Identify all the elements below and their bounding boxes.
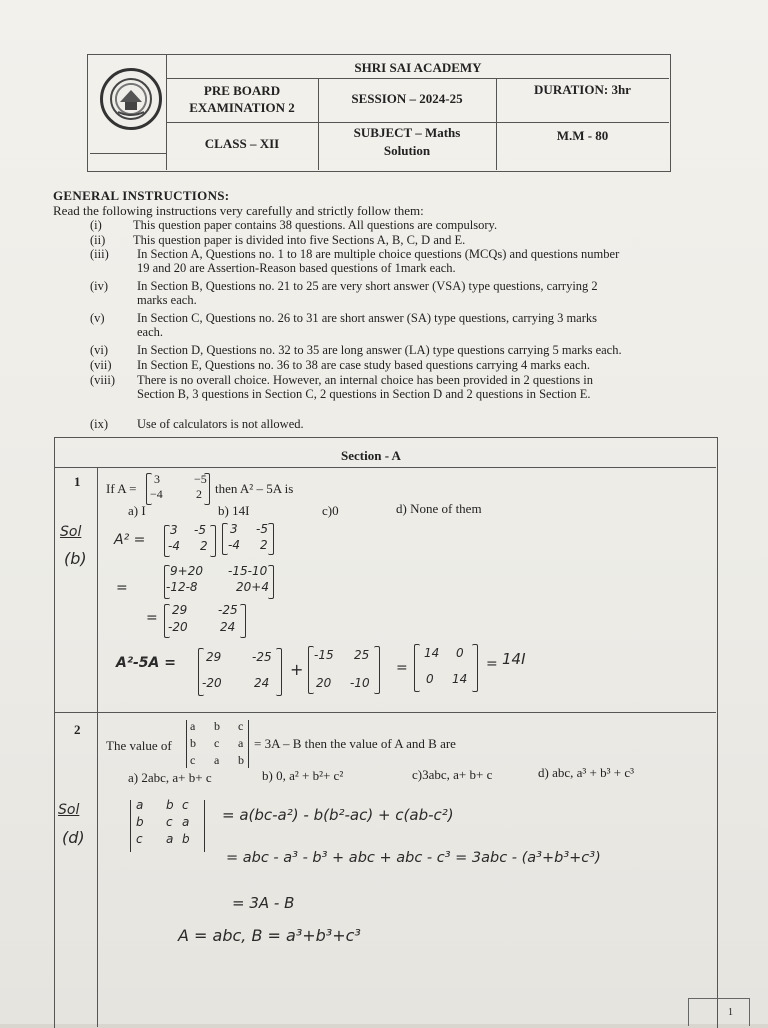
matrix-cell: -15: [314, 648, 334, 662]
matrix-cell: -4: [228, 538, 240, 552]
det-cell: a: [238, 736, 244, 750]
question-2-text-pre: The value of: [106, 738, 172, 753]
solution-choice: (d): [62, 828, 85, 847]
subject-line-1: SUBJECT – Maths: [353, 125, 461, 140]
option-d: d) abc, a³ + b³ + c³: [538, 765, 635, 780]
det-cell: c: [136, 832, 143, 846]
instruction-text: 19 and 20 are Assertion-Reason based questions of 1mark each.: [137, 261, 456, 275]
solution-line-2: = abc - a³ - b³ + abc + abc - c³ = 3abc - (a³+b³+c³): [226, 850, 601, 866]
matrix-cell: 24: [220, 620, 236, 634]
det-cell: b: [182, 832, 190, 846]
school-name: SHRI SAI ACADEMY: [354, 60, 482, 75]
page-number: 1: [688, 998, 750, 1026]
instruction-number: (viii): [90, 373, 115, 387]
matrix-cell: 2: [200, 539, 208, 553]
question-1-text-post: then A² – 5A is: [215, 481, 294, 496]
subject: [318, 124, 496, 160]
matrix-cell: -25: [252, 650, 272, 664]
matrix-cell: -4: [168, 539, 180, 553]
instruction-number: (vii): [90, 358, 112, 372]
option-b: b) 0, a² + b²+ c²: [262, 768, 344, 783]
subject-line-2: Solution: [383, 143, 431, 158]
instruction-text: In Section C, Questions no. 26 to 31 are short answer (SA) type questions, carrying 3 marks: [137, 311, 597, 325]
det-cell: a: [166, 832, 174, 846]
instruction-text: In Section B, Questions no. 21 to 25 are very short answer (VSA) type questions, carrying 2: [137, 279, 598, 293]
instruction-number: (iv): [90, 279, 109, 293]
solution-label: Sol: [60, 524, 82, 540]
question-2-text-post: = 3A – B then the value of A and B are: [254, 736, 456, 751]
solution-line-4: A = abc, B = a³+b³+c³: [178, 926, 361, 945]
question-number: 1: [74, 474, 81, 489]
solution-line-3: = 3A - B: [232, 894, 295, 912]
det-cell: b: [238, 753, 244, 767]
det-cell: a: [136, 798, 144, 812]
matrix-cell: 14: [424, 646, 440, 660]
option-a: a) 2abc, a+ b+ c: [128, 770, 212, 785]
det-cell: c: [238, 719, 244, 733]
instruction-text: Section B, 3 questions in Section C, 2 questions in Section D and 2 questions in Section E.: [137, 387, 591, 401]
exam-title: [166, 82, 318, 116]
duration: DURATION: 3hr: [534, 82, 631, 97]
instructions-title: GENERAL INSTRUCTIONS:: [53, 188, 230, 203]
det-cell: b: [166, 798, 174, 812]
instruction-text: marks each.: [137, 293, 197, 307]
section-a-table: [54, 437, 718, 1028]
exam-line-1: PRE BOARD: [203, 83, 281, 98]
instruction-text: In Section D, Questions no. 32 to 35 are long answer (LA) type questions carrying 5 marks each.: [137, 343, 622, 357]
instruction-number: (ix): [90, 417, 109, 431]
matrix-cell: −4: [150, 487, 163, 501]
matrix-cell: -25: [218, 603, 238, 617]
final-result: 14I: [502, 650, 526, 668]
instruction-number: (v): [90, 311, 105, 325]
section-title: Section - A: [341, 448, 401, 463]
question-number: 2: [74, 722, 81, 737]
matrix-cell: 14: [452, 672, 468, 686]
matrix-cell: 29: [206, 650, 222, 664]
matrix-cell: 0: [426, 672, 434, 686]
matrix-cell: −5: [194, 472, 207, 486]
matrix-cell: -10: [350, 676, 370, 690]
det-cell: c: [182, 798, 189, 812]
matrix-cell: 3: [170, 523, 178, 537]
matrix-cell: 3: [230, 522, 238, 536]
det-cell: b: [214, 719, 220, 733]
instruction-text: In Section E, Questions no. 36 to 38 are case study based questions carrying 4 marks each.: [137, 358, 591, 372]
det-cell: c: [214, 736, 220, 750]
matrix-cell: 24: [254, 676, 270, 690]
solution-label: Sol: [58, 802, 80, 818]
school-seal-icon: [108, 76, 154, 122]
max-marks: M.M - 80: [556, 128, 609, 143]
final-lhs: A²-5A =: [116, 655, 176, 671]
matrix-cell: 29: [172, 603, 188, 617]
det-cell: a: [214, 753, 220, 767]
matrix-cell: 3: [154, 472, 160, 486]
instruction-text: This question paper contains 38 questions. All questions are compulsory.: [133, 218, 498, 232]
det-cell: a: [190, 719, 196, 733]
matrix-cell: -20: [202, 676, 222, 690]
instruction-text: This question paper is divided into five Sections A, B, C, D and E.: [133, 233, 466, 247]
matrix-cell: 2: [260, 538, 268, 552]
exam-paper: SHRI SAI ACADEMY PRE BOARD EXAMINATION 2 SESSION – 2024-25 DURATION: 3hr CLASS – XII SUBJECT – Maths Solution M.M - 80 GENERAL INSTRUCTIONS: Read the following instructions very carefully and strictly follow them: (i) This question paper contains 38 questions. All questions are compulsory. (ii) This question paper is divided into five Sections A, B, C, D and E. (iii) In Section A, Questions no. 1 to 18 are multiple choice questions (MCQs) and questions number 19 and 20 are Assertion-Reason based questions of 1mark each. (iv) In Section B, Questions no. 21 to 25 are very short answer (VSA) type questions, carrying 2 marks each. (v) In Section C, Questions no. 26 to 31 are short answer (SA) type questions, carrying 3 marks each. (vi) In Section D, Questions no. 32 to 35 are long answer (LA) type questions carrying 5 marks each. (vii) In Section E, Questions no. 36 to 38 are case study based questions carrying 4 marks each. (viii) There is no overall choice. However, an internal choice has been provided in 2 questions in Section B, 3 questions in Section C, 2 questions in Section D and 2 questions in Section E. (ix) Use of calculators is not allowed. Section - A 1 If A = 3 −5 −4 2 then A² – 5A is a) I b) 14I c)0 d) None of them Sol (b) A² = 3 -5 -4 2 3 -5 -4 2 = 9+20 -15-10 -12-8 20+4 = 29 -25 -20 24 A²-5A = 29 -25 -20 24 + -15 25 20 -10 = 14 0 0 14 = 14I 2 The value of a b c b c a c a b = 3A – B then the value of A and B are a) 2abc, a+ b+ c b) 0, a² + b²+ c² c)3abc, a+ b+ c d) abc, a³ + b³ + c³ Sol (d) a b c b c a c a b = a(bc-a²) - b(b²-ac) + c(ab-c²) = abc - a³ - b³ + abc + abc - c³ = 3abc - (a³+b³+c³) = 3A - B A = abc, B = a³+b³+c³ 1: [0, 0, 768, 1024]
det-cell: c: [190, 753, 196, 767]
matrix-cell: -20: [168, 620, 188, 634]
matrix-cell: 20+4: [236, 580, 269, 594]
matrix-cell: -12-8: [166, 580, 198, 594]
option-d: d) None of them: [396, 501, 482, 516]
matrix-cell: 0: [456, 646, 464, 660]
solution-choice: (b): [64, 549, 87, 568]
det-cell: b: [136, 815, 144, 829]
option-c: c)3abc, a+ b+ c: [412, 767, 493, 782]
instructions-lead: Read the following instructions very carefully and strictly follow them:: [53, 203, 424, 218]
instruction-number: (vi): [90, 343, 109, 357]
instruction-number: (iii): [90, 247, 109, 261]
det-cell: a: [182, 815, 190, 829]
matrix-cell: -5: [256, 522, 268, 536]
det-cell: c: [166, 815, 173, 829]
det-cell: b: [190, 736, 196, 750]
matrix-cell: 2: [196, 487, 202, 501]
instruction-text: each.: [137, 325, 164, 339]
matrix-cell: 20: [316, 676, 332, 690]
matrix-cell: -5: [194, 523, 206, 537]
question-1-text-pre: If A =: [106, 481, 137, 496]
instruction-text: There is no overall choice. However, an internal choice has been provided in 2 questions in: [137, 373, 593, 387]
school-logo: [100, 68, 162, 130]
class: CLASS – XII: [204, 136, 280, 151]
instruction-number: (ii): [90, 233, 106, 247]
matrix-cell: 9+20: [170, 564, 203, 578]
option-a: a) I: [128, 503, 146, 518]
option-b: b) 14I: [218, 503, 250, 518]
step1-lhs: A² =: [114, 532, 146, 548]
option-c: c)0: [322, 503, 339, 518]
session: SESSION – 2024-25: [351, 91, 463, 106]
instruction-number: (i): [90, 218, 102, 232]
instruction-text: In Section A, Questions no. 1 to 18 are multiple choice questions (MCQs) and questions number: [137, 247, 620, 261]
solution-line-1: = a(bc-a²) - b(b²-ac) + c(ab-c²): [222, 806, 454, 824]
matrix-cell: 25: [354, 648, 370, 662]
matrix-cell: -15-10: [228, 564, 268, 578]
instruction-text: Use of calculators is not allowed.: [137, 417, 304, 431]
exam-line-2: EXAMINATION 2: [189, 100, 295, 115]
